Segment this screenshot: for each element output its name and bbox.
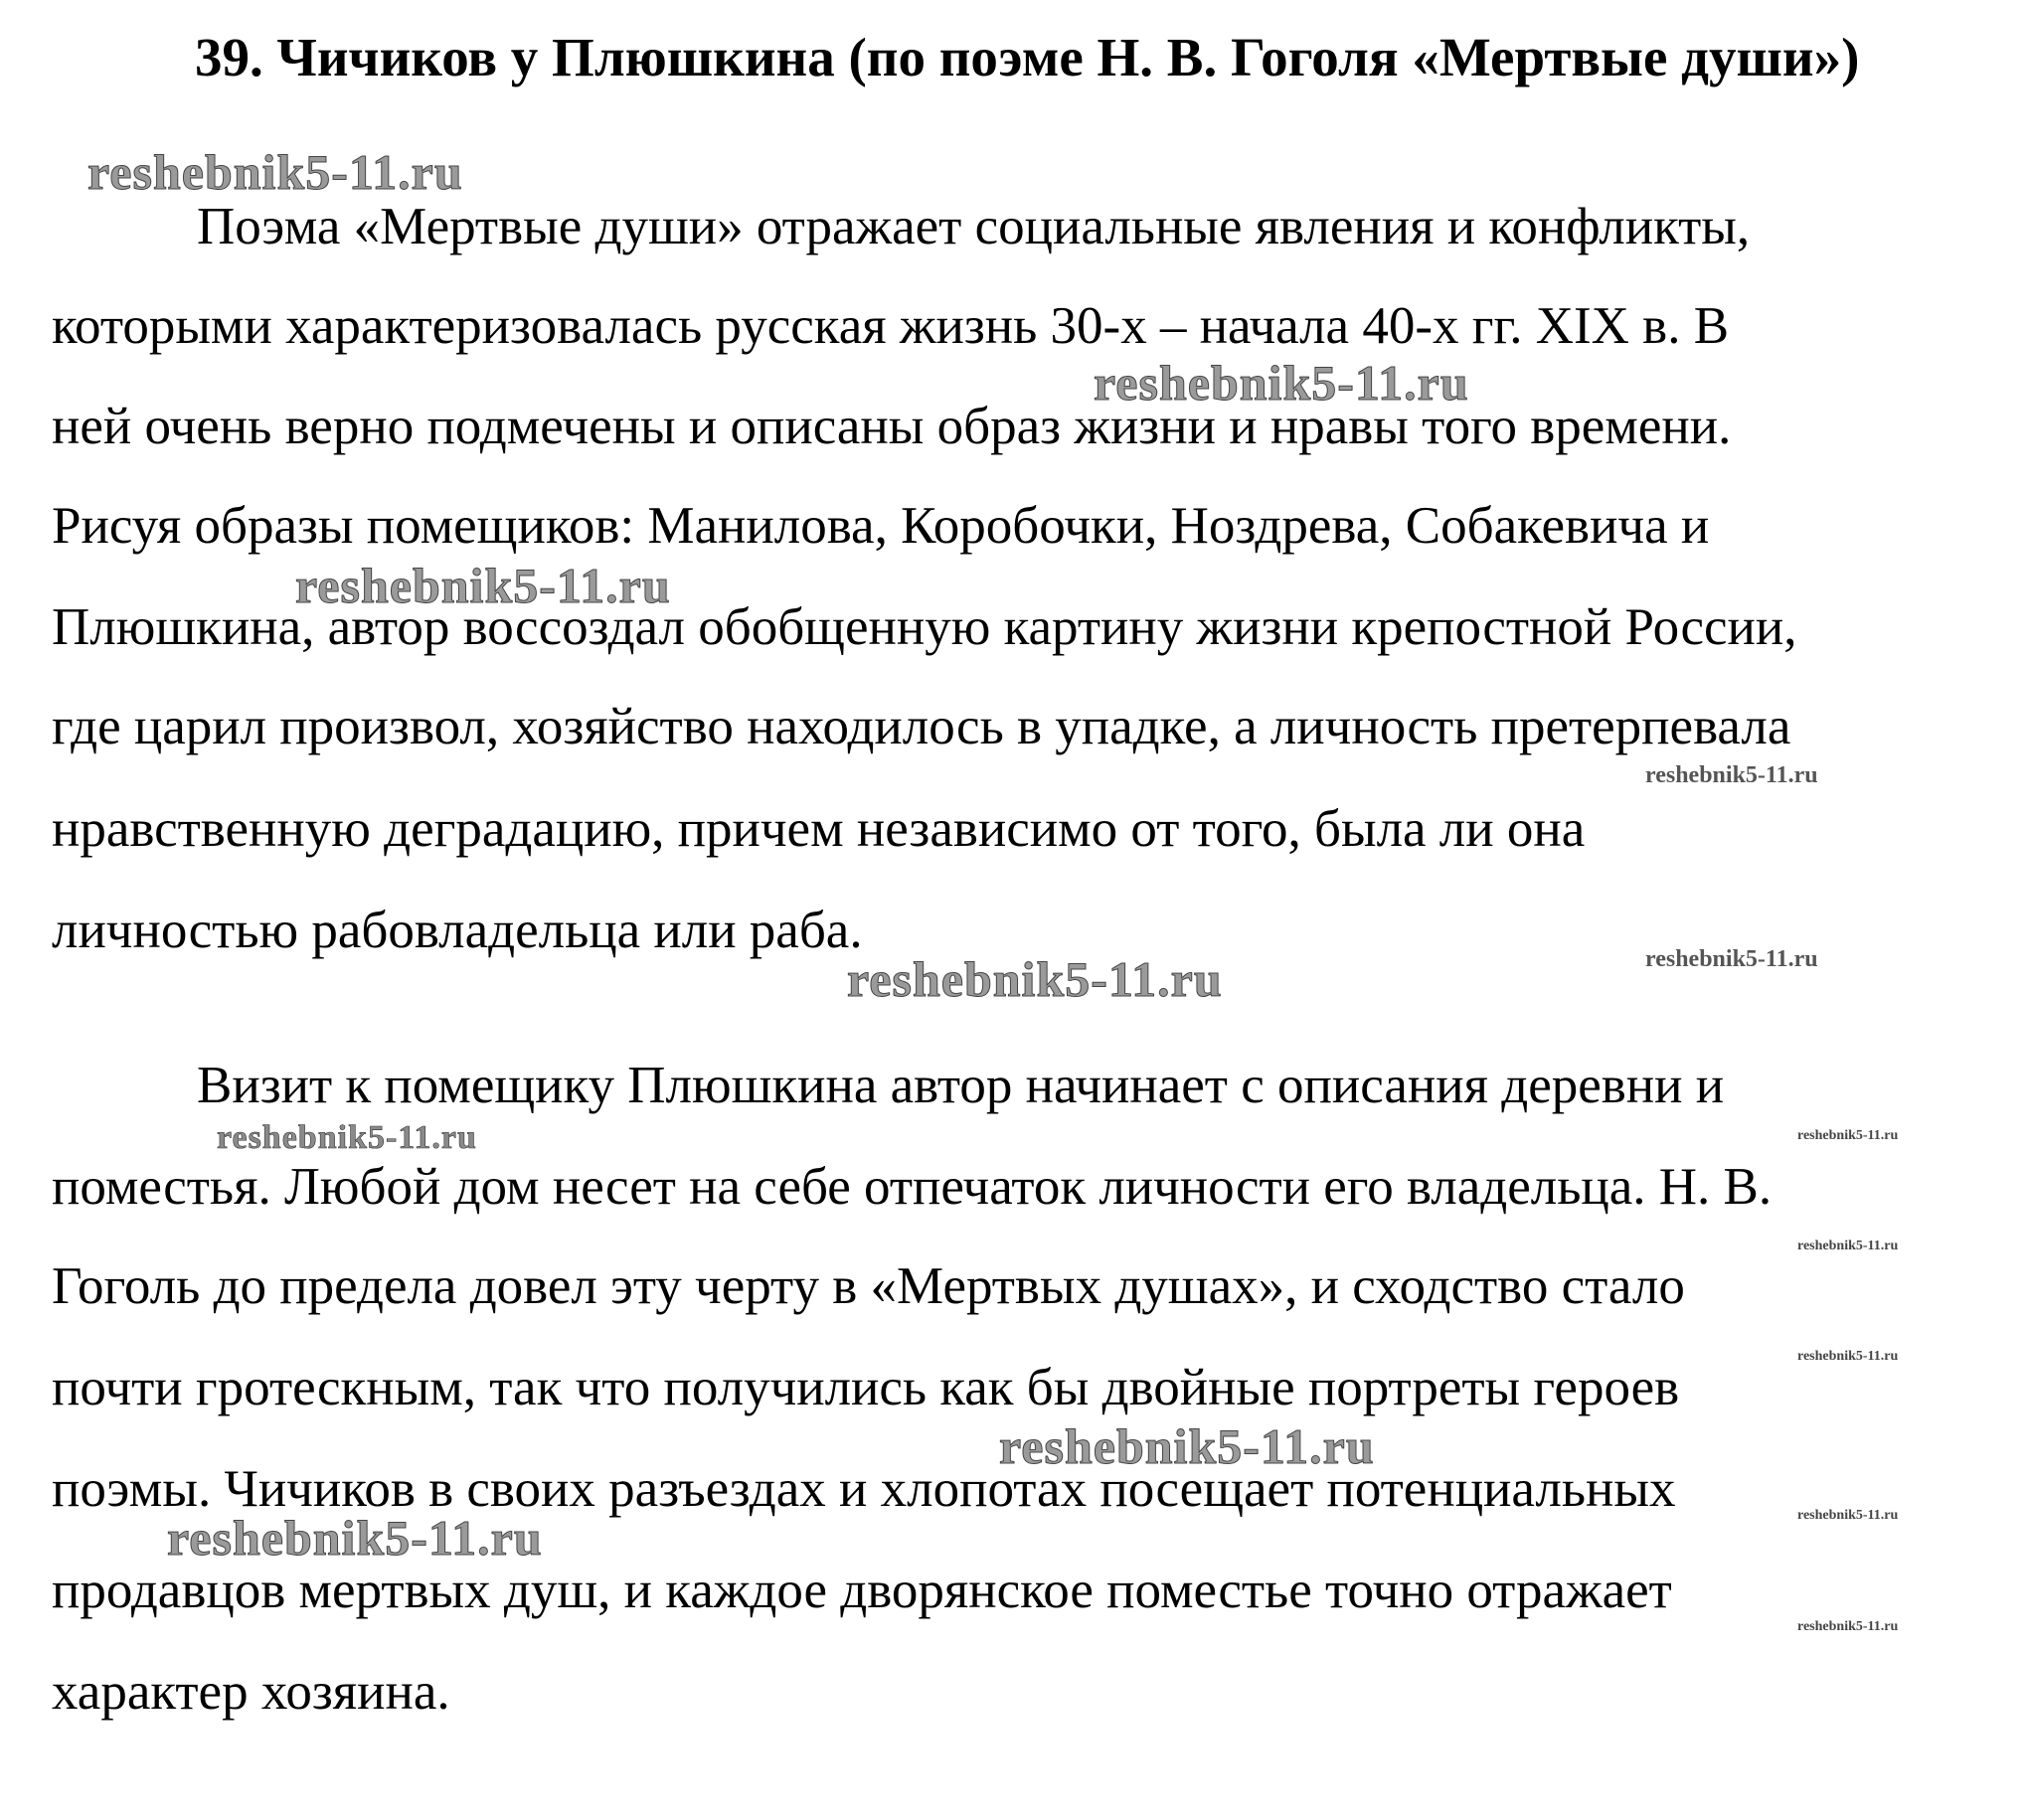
paragraph-2-line-5: поэмы. Чичиков в своих разъездах и хлопотах посещает потенциальных	[52, 1460, 1676, 1518]
paragraph-2-line-1: Визит к помещику Плюшкина автор начинает с описания деревни и	[197, 1057, 1725, 1114]
watermark: reshebnik5-11.ru	[999, 1418, 1375, 1474]
paragraph-1-line-3: ней очень верно подмечены и описаны образ жизни и нравы того времени.	[52, 398, 1732, 455]
watermark: reshebnik5-11.ru	[1797, 1619, 1899, 1634]
paragraph-1-line-2: которыми характеризовалась русская жизнь 30-х – начала 40-х гг. XIX в. В	[52, 297, 1730, 355]
watermark: reshebnik5-11.ru	[1797, 1349, 1899, 1364]
watermark: reshebnik5-11.ru	[295, 558, 671, 613]
paragraph-2-line-4: почти гротескным, так что получились как бы двойные портреты героев	[52, 1359, 1680, 1416]
paragraph-1-line-7: нравственную деградацию, причем независимо от того, была ли она	[52, 800, 1586, 858]
paragraph-1-line-5: Плюшкина, автор воссоздал обобщенную картину жизни крепостной России,	[52, 598, 1797, 656]
watermark: reshebnik5-11.ru	[1645, 762, 1818, 788]
paragraph-1-line-8: личностью рабовладельца или раба.	[52, 902, 863, 959]
paragraph-2-line-7: характер хозяина.	[52, 1663, 450, 1721]
paragraph-1-line-4: Рисуя образы помещиков: Манилова, Коробочки, Ноздрева, Собакевича и	[52, 497, 1710, 555]
paragraph-2-line-3: Гоголь до предела довел эту черту в «Мертвых душах», и сходство стало	[52, 1257, 1685, 1315]
watermark: reshebnik5-11.ru	[847, 951, 1223, 1007]
watermark: reshebnik5-11.ru	[1645, 946, 1818, 972]
watermark: reshebnik5-11.ru	[1797, 1239, 1899, 1253]
watermark: reshebnik5-11.ru	[1094, 355, 1469, 411]
watermark: reshebnik5-11.ru	[1797, 1128, 1899, 1143]
watermark: reshebnik5-11.ru	[87, 144, 463, 200]
paragraph-2-line-6: продавцов мертвых душ, и каждое дворянское поместье точно отражает	[52, 1562, 1672, 1619]
watermark: reshebnik5-11.ru	[167, 1510, 543, 1566]
paragraph-1-line-6: где царил произвол, хозяйство находилось в упадке, а личность претерпевала	[52, 698, 1791, 755]
watermark: reshebnik5-11.ru	[1797, 1508, 1899, 1523]
watermark: reshebnik5-11.ru	[217, 1119, 477, 1156]
page-title: 39. Чичиков у Плюшкина (по поэме Н. В. Гоголя «Мертвые души»)	[195, 27, 1860, 87]
paragraph-2-line-2: поместья. Любой дом несет на себе отпечаток личности его владельца. Н. В.	[52, 1158, 1773, 1216]
paragraph-1-line-1: Поэма «Мертвые души» отражает социальные явления и конфликты,	[197, 198, 1751, 255]
